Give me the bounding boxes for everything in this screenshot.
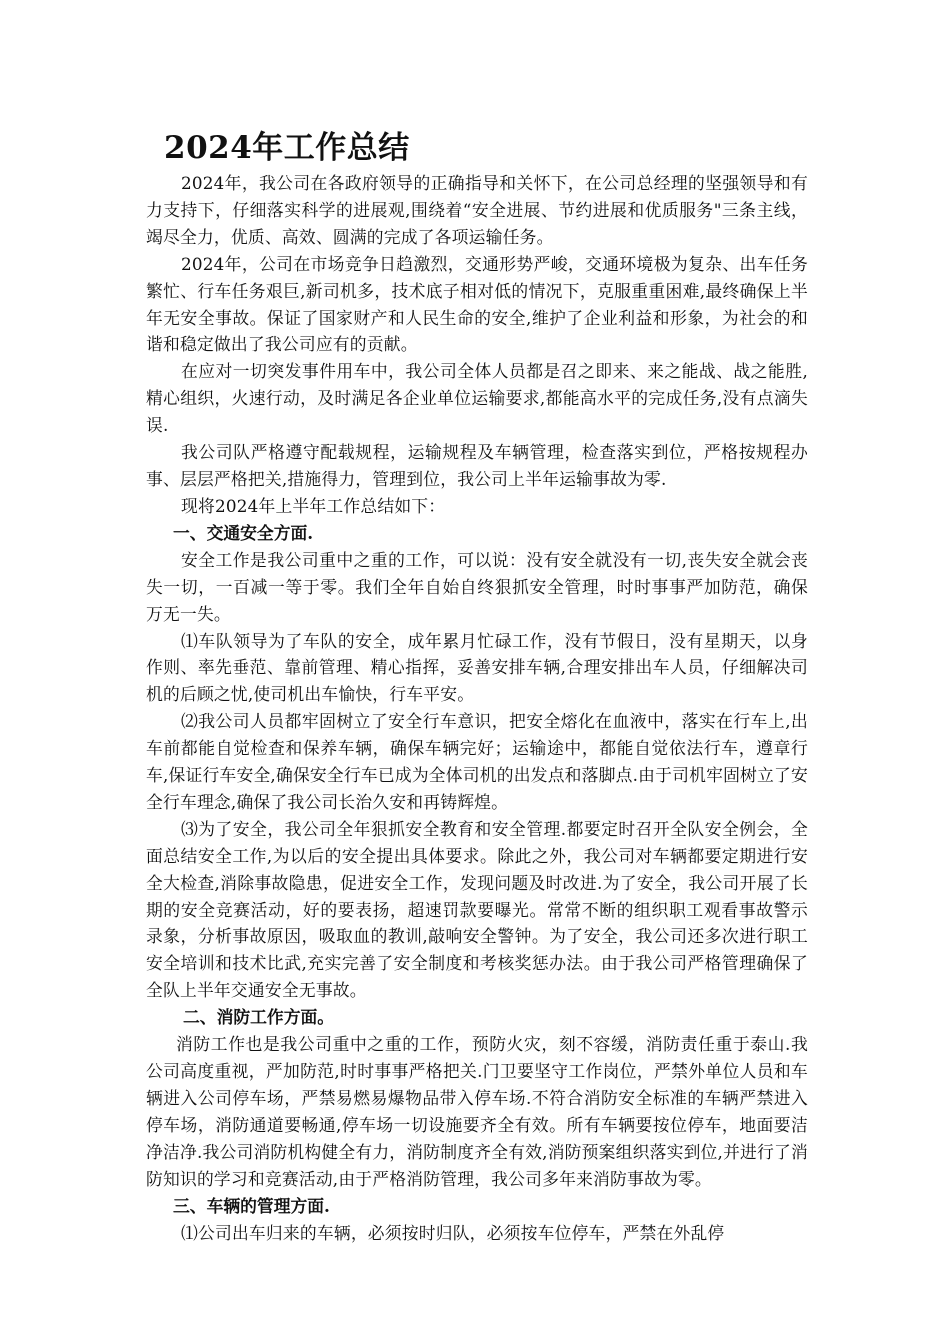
fire-safety-paragraph-1: 消防工作也是我公司重中之重的工作，预防火灾，刻不容缓，消防责任重于泰山.我公司高度重视，严加防范,时时事事严格把关.门卫要坚守工作岗位，严禁外单位人员和车辆进入公司停车场，严禁易燃易爆物品带入停车场.不符合消防安全标准的车辆严禁进入停车场，消防通道要畅通,停车场一切设施要齐全有效。所有车辆要按位停车，地面要洁净洁净.我公司消防机构健全有力，消防制度齐全有效,消防预案组织落实到位,并进行了消防知识的学习和竞赛活动,由于严格消防管理，我公司多年来消防事故为零。 (146, 1034, 808, 1189)
intro-paragraph-5: 现将2024年上半年工作总结如下： (181, 495, 446, 516)
section-heading-traffic-safety: 一、交通安全方面. (173, 522, 314, 543)
traffic-safety-paragraph-4: ⑶为了安全，我公司全年狠抓安全教育和安全管理.都要定时召开全队安全例会，全面总结安全工作,为以后的安全提出具体要求。除此之外，我公司对车辆都要定期进行安全大检查,消除事故隐患，促进安全工作，发现问题及时改进.为了安全，我公司开展了长期的安全竞赛活动，好的要表扬，超速罚款要曝光。常常不断的组织职工观看事故警示录象，分析事故原因，吸取血的教训,敲响安全警钟。为了安全，我公司还多次进行职工安全培训和技术比武,充实完善了安全制度和考核奖惩办法。由于我公司严格管理确保了全队上半年交通安全无事故。 (146, 818, 808, 1001)
intro-paragraph-3: 在应对一切突发事件用车中，我公司全体人员都是召之即来、来之能战、战之能胜,精心组织，火速行动，及时满足各企业单位运输要求,都能高水平的完成任务,没有点滴失误. (146, 361, 808, 436)
intro-paragraph-2: 2024年，公司在市场竞争日趋激烈，交通形势严峻，交通环境极为复杂、出车任务繁忙、行车任务艰巨,新司机多，技术底子相对低的情况下，克服重重困难,最终确保上半年无安全事故。保证了国家财产和人民生命的安全,维护了企业利益和形象，为社会的和谐和稳定做出了我公司应有的贡献。 (146, 253, 808, 355)
traffic-safety-paragraph-1: 安全工作是我公司重中之重的工作，可以说：没有安全就没有一切,丧失安全就会丧失一切，一百减一等于零。我们全年自始自终狠抓安全管理，时时事事严加防范，确保万无一失。 (146, 549, 808, 624)
traffic-safety-paragraph-2: ⑴车队领导为了车队的安全，成年累月忙碌工作，没有节假日，没有星期天，以身作则、率先垂范、靠前管理、精心指挥，妥善安排车辆,合理安排出车人员，仔细解决司机的后顾之忧,使司机出车愉快，行车平安。 (146, 630, 808, 705)
intro-paragraph-1: 2024年，我公司在各政府领导的正确指导和关怀下，在公司总经理的坚强领导和有力支持下，仔细落实科学的进展观,围绕着“安全进展、节约进展和优质服务"三条主线，竭尽全力，优质、高效、圆满的完成了各项运输任务。 (146, 173, 808, 247)
section-heading-fire-safety: 二、消防工作方面。 (183, 1007, 335, 1028)
document-title: 2024年工作总结 (164, 130, 410, 166)
section-heading-vehicle-management: 三、车辆的管理方面. (173, 1195, 330, 1216)
vehicle-management-paragraph-1: ⑴公司出车归来的车辆，必须按时归队，必须按车位停车，严禁在外乱停 (181, 1222, 725, 1243)
traffic-safety-paragraph-3: ⑵我公司人员都牢固树立了安全行车意识，把安全熔化在血液中，落实在行车上,出车前都能自觉检查和保养车辆，确保车辆完好；运输途中，都能自觉依法行车，遵章行车,保证行车安全,确保安全行车已成为全体司机的出发点和落脚点.由于司机牢固树立了安全行车理念,确保了我公司长治久安和再铸辉煌。 (146, 711, 808, 812)
document-page (146, 128, 808, 1247)
intro-paragraph-4: 我公司队严格遵守配载规程，运输规程及车辆管理，检查落实到位，严格按规程办事、层层严格把关,措施得力，管理到位，我公司上半年运输事故为零. (146, 442, 808, 489)
